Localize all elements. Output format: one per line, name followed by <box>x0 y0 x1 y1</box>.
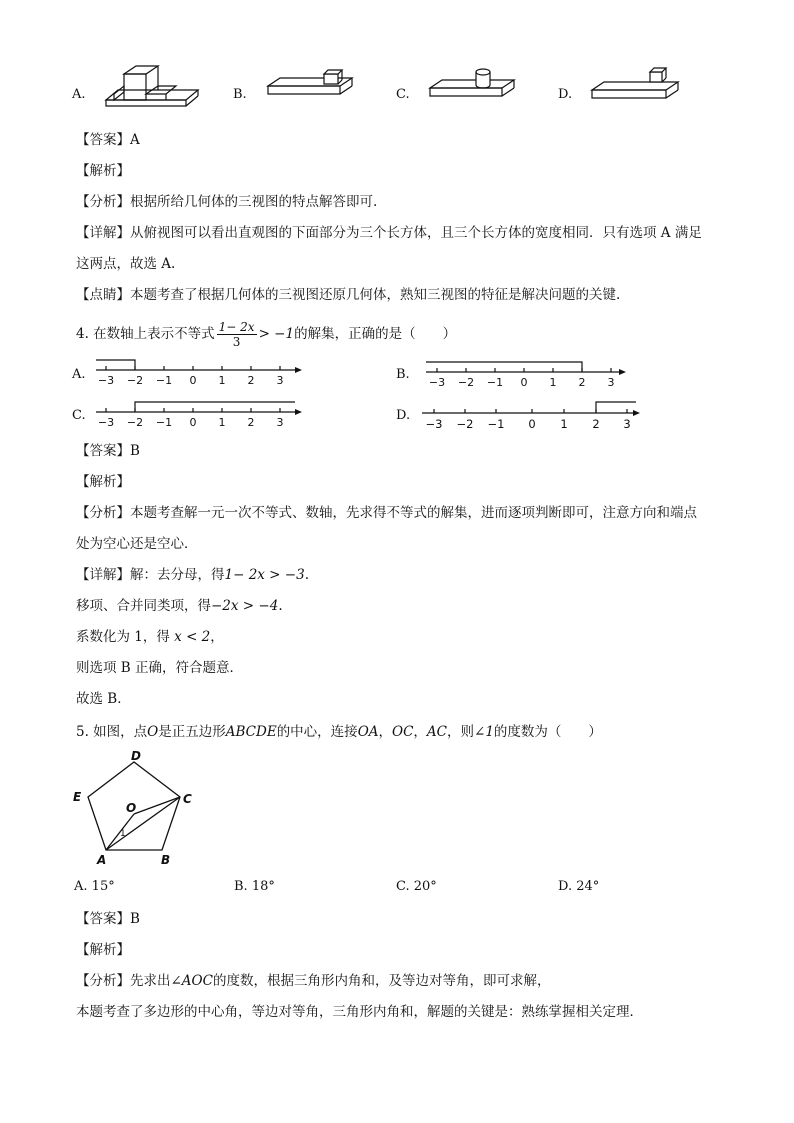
q5-segment-oc: OC <box>392 724 414 740</box>
q4-d-tick-label: 1 <box>560 417 568 431</box>
q4-a-tick-label: 3 <box>276 374 284 387</box>
q4-a-tick-label: −2 <box>126 374 144 387</box>
q4-step3-math: x < 2 <box>174 629 211 645</box>
q5-stem-part2: 的中心，连接 <box>276 724 358 740</box>
q5-stem-prefix: 5. 如图，点 <box>76 724 148 740</box>
q5-segment-ac: AC <box>426 724 448 740</box>
q5-stem-part1: 是正五边形 <box>158 724 226 740</box>
q4-number-line-d <box>418 398 643 434</box>
q5-choice-a[interactable] <box>74 878 115 896</box>
q5-fenxi <box>76 971 550 991</box>
q5-fenxi-math: ∠AOC <box>170 973 213 989</box>
q5-choice-d[interactable] <box>558 878 599 896</box>
q4-number-line-a <box>92 356 312 390</box>
q4-d-tick-label: 3 <box>623 417 631 431</box>
q4-step3-text: 系数化为 1，得 <box>76 629 175 645</box>
q4-step2-text: 移项、合并同类项，得 <box>76 598 211 614</box>
q5-point-o: O <box>147 724 159 740</box>
q4-c-tick-label: −2 <box>126 416 144 429</box>
q4-b-tick-label: 2 <box>578 376 586 389</box>
q4-step1-text: 【详解】解：去分母，得 <box>76 567 225 583</box>
q4-a-tick-label: 2 <box>247 374 255 387</box>
q5-center-o-label: O <box>126 801 137 815</box>
q4-b-tick-label: 1 <box>549 376 557 389</box>
q4-d-tick-label: 2 <box>592 417 600 431</box>
q4-b-tick-label: 0 <box>520 376 528 389</box>
q4-stem-prefix: 4. 在数轴上表示不等式 <box>76 326 215 342</box>
q3-fenxi: 【分析】根据所给几何体的三视图的特点解答即可. <box>76 194 378 210</box>
q5-choice-value: 20° <box>413 879 437 894</box>
q4-step2-math: −2x > −4 <box>211 598 279 614</box>
q5-vertex-a-label: A <box>97 853 107 867</box>
q5-angle-1: ∠1 <box>474 724 494 740</box>
q4-xiangjie-step2 <box>76 596 283 616</box>
q4-c-tick-label: 1 <box>218 416 226 429</box>
q3-option-d-label[interactable]: D. <box>558 87 573 102</box>
q3-dianjing: 【点睛】本题考查了根据几何体的三视图还原几何体，熟知三视图的特征是解决问题的关键. <box>76 287 621 303</box>
q4-fenxi-line1: 【分析】本题考查解一元一次不等式、数轴，先求得不等式的解集，进而逐项判断即可，注意方向和端点 <box>76 505 697 521</box>
q4-xiangjie-step3 <box>76 627 224 647</box>
q4-a-tick-label: 0 <box>189 374 197 387</box>
q5-choice-value: 18° <box>251 879 275 894</box>
q4-step1-math: 1− 2x > −3 <box>224 567 305 583</box>
q4-option-c-label[interactable]: C. <box>72 408 86 423</box>
q4-answer: 【答案】B <box>76 443 140 459</box>
q5-analysis-heading: 【解析】 <box>76 942 130 958</box>
q4-xiangjie-step5: 故选 B． <box>76 691 131 707</box>
q4-xiangjie-step4: 则选项 B 正确，符合题意． <box>76 660 244 676</box>
q5-segment-oa: OA <box>357 724 379 740</box>
q3-option-a-label[interactable]: A. <box>72 87 86 102</box>
q4-analysis-heading: 【解析】 <box>76 474 130 490</box>
q4-number-line-b <box>422 358 637 392</box>
q3-option-d-figure <box>590 70 682 106</box>
q4-fenxi-line2: 处为空心还是空心． <box>76 536 198 552</box>
q5-pentagon-figure <box>70 748 200 868</box>
q5-summary: 本题考查了多边形的中心角，等边对等角，三角形内角和，解题的关键是：熟练掌握相关定理． <box>76 1004 643 1020</box>
q3-option-a-figure <box>100 64 195 114</box>
q5-choice-b[interactable] <box>234 878 275 896</box>
q4-step3-end: ， <box>210 629 224 645</box>
q5-angle-1-label: 1 <box>120 829 126 839</box>
q5-choice-letter: C. <box>396 879 410 894</box>
q4-number-line-c <box>92 398 312 432</box>
q5-answer: 【答案】B <box>76 911 140 927</box>
q4-b-tick-label: −3 <box>428 376 446 389</box>
q5-choice-value: 24° <box>576 879 600 894</box>
q5-sep: ， <box>378 724 393 740</box>
q4-option-a-label[interactable]: A. <box>72 367 86 382</box>
q4-stem-suffix: 的解集，正确的是（ ） <box>294 326 457 342</box>
q3-option-c-figure <box>428 68 518 106</box>
q5-fenxi-rest: 的度数，根据三角形内角和，及等边对等角，即可求解， <box>212 973 551 989</box>
q4-step2-end: . <box>278 598 283 614</box>
q5-stem <box>76 722 602 742</box>
q4-fraction-numerator: 1− 2x <box>218 320 255 334</box>
q5-vertex-c-label: C <box>183 792 192 806</box>
q5-choice-letter: A. <box>74 879 88 894</box>
q4-a-tick-label: 1 <box>218 374 226 387</box>
q3-option-c-label[interactable]: C. <box>396 87 410 102</box>
q4-a-tick-label: −1 <box>155 374 173 387</box>
q3-analysis-heading: 【解析】 <box>76 163 130 179</box>
q4-fraction-denominator: 3 <box>232 335 241 349</box>
q4-c-tick-label: −1 <box>155 416 173 429</box>
q5-stem-suffix: 的度数为（ ） <box>493 724 602 740</box>
q3-option-b-figure <box>266 70 356 106</box>
q4-c-tick-label: −3 <box>97 416 115 429</box>
q4-d-tick-label: 0 <box>528 417 536 431</box>
q4-option-d-label[interactable]: D. <box>396 408 411 423</box>
q5-choice-letter: D. <box>558 879 573 894</box>
q5-fenxi-text: 【分析】先求出 <box>76 973 171 989</box>
q3-answer: 【答案】A <box>76 132 140 148</box>
q3-xiangjie-line1: 【详解】从俯视图可以看出直观图的下面部分为三个长方体，且三个长方体的宽度相同．只有选项 A 满足 <box>76 225 702 241</box>
q4-c-tick-label: 2 <box>247 416 255 429</box>
q4-b-tick-label: −2 <box>457 376 475 389</box>
q4-b-tick-label: 3 <box>607 376 615 389</box>
q5-choice-c[interactable] <box>396 878 437 896</box>
q4-d-tick-label: −2 <box>456 417 474 431</box>
q4-c-tick-label: 0 <box>189 416 197 429</box>
q5-choice-letter: B. <box>234 879 248 894</box>
q5-sep: ， <box>413 724 427 740</box>
q4-d-tick-label: −1 <box>487 417 505 431</box>
q4-stem <box>76 320 456 349</box>
q4-fraction <box>217 320 257 349</box>
q3-option-b-label[interactable]: B. <box>233 87 247 102</box>
q5-polygon-name: ABCDE <box>225 724 277 740</box>
q4-xiangjie-step1 <box>76 565 309 585</box>
q4-d-tick-label: −3 <box>425 417 443 431</box>
q4-stem-inequality: > −1 <box>258 326 295 342</box>
q5-vertex-b-label: B <box>161 853 171 867</box>
q4-b-tick-label: −1 <box>486 376 504 389</box>
q5-vertex-e-label: E <box>73 790 82 804</box>
q5-vertex-d-label: D <box>131 749 141 763</box>
q5-choice-value: 15° <box>91 879 115 894</box>
q5-stem-part3: ，则 <box>447 724 475 740</box>
q4-a-tick-label: −3 <box>97 374 115 387</box>
q3-xiangjie-line2: 这两点，故选 A. <box>76 256 176 272</box>
q4-option-b-label[interactable]: B. <box>396 367 410 382</box>
q4-c-tick-label: 3 <box>276 416 284 429</box>
q4-step1-end: . <box>304 567 309 583</box>
